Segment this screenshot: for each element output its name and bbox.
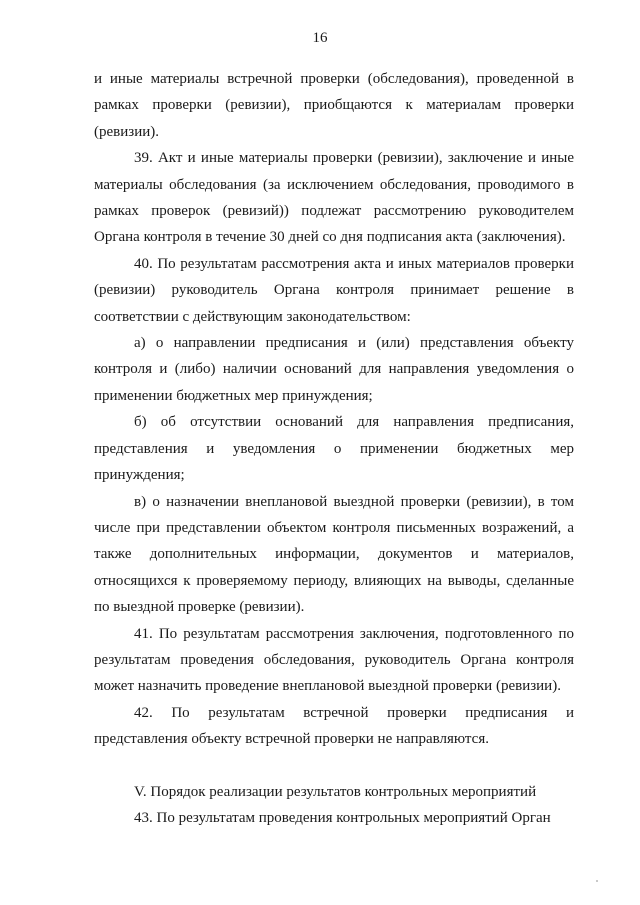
list-item-v: в) о назначении внеплановой выездной проверки (ревизии), в том числе при представлении объектом контроля письменных возражений, а также дополнительных информации, документов и материалов, относящихся к проверяемому периоду, влияющих на выводы, сделанные по выездной проверке (ревизии). (94, 493, 574, 616)
paragraph-41: 41. По результатам рассмотрения заключения, подготовленного по результатам проведения обследования, руководитель Органа контроля может назначить проведение внеплановой выездной проверки (ревизии). (94, 625, 574, 695)
paragraph-continuation: и иные материалы встречной проверки (обследования), проведенной в рамках проверки (ревизии), приобщаются к материалам проверки (ревизии). (94, 71, 574, 140)
list-item-b: б) об отсутствии оснований для направления предписания, представления и уведомления о применении бюджетных мер принуждения; (94, 414, 574, 484)
paragraph-40: 40. По результатам рассмотрения акта и иных материалов проверки (ревизии) руководитель Органа контроля принимает решение в соответствии с действующим законодательством: (94, 255, 574, 325)
document-body (94, 66, 574, 831)
section-heading: V. Порядок реализации результатов контрольных мероприятий (134, 783, 537, 800)
list-item-a: а) о направлении предписания и (или) представления объекту контроля и (либо) наличии оснований для направления уведомления о применении бюджетных мер принуждения; (94, 335, 574, 404)
page-number: 16 (312, 30, 328, 46)
paragraph-42: 42. По результатам встречной проверки предписания и представления объекту встречной проверки не направляются. (94, 704, 574, 748)
paragraph-43: 43. По результатам проведения контрольных мероприятий Орган (134, 809, 551, 826)
paragraph-39: 39. Акт и иные материалы проверки (ревизии), заключение и иные материалы обследования (за исключением обследования, проводимого в рамках проверок (ревизий)) подлежат рассмотрению руководителем Органа контроля в течение 30 дней со дня подписания акта (заключения). (94, 150, 574, 246)
scan-speck (596, 880, 598, 882)
